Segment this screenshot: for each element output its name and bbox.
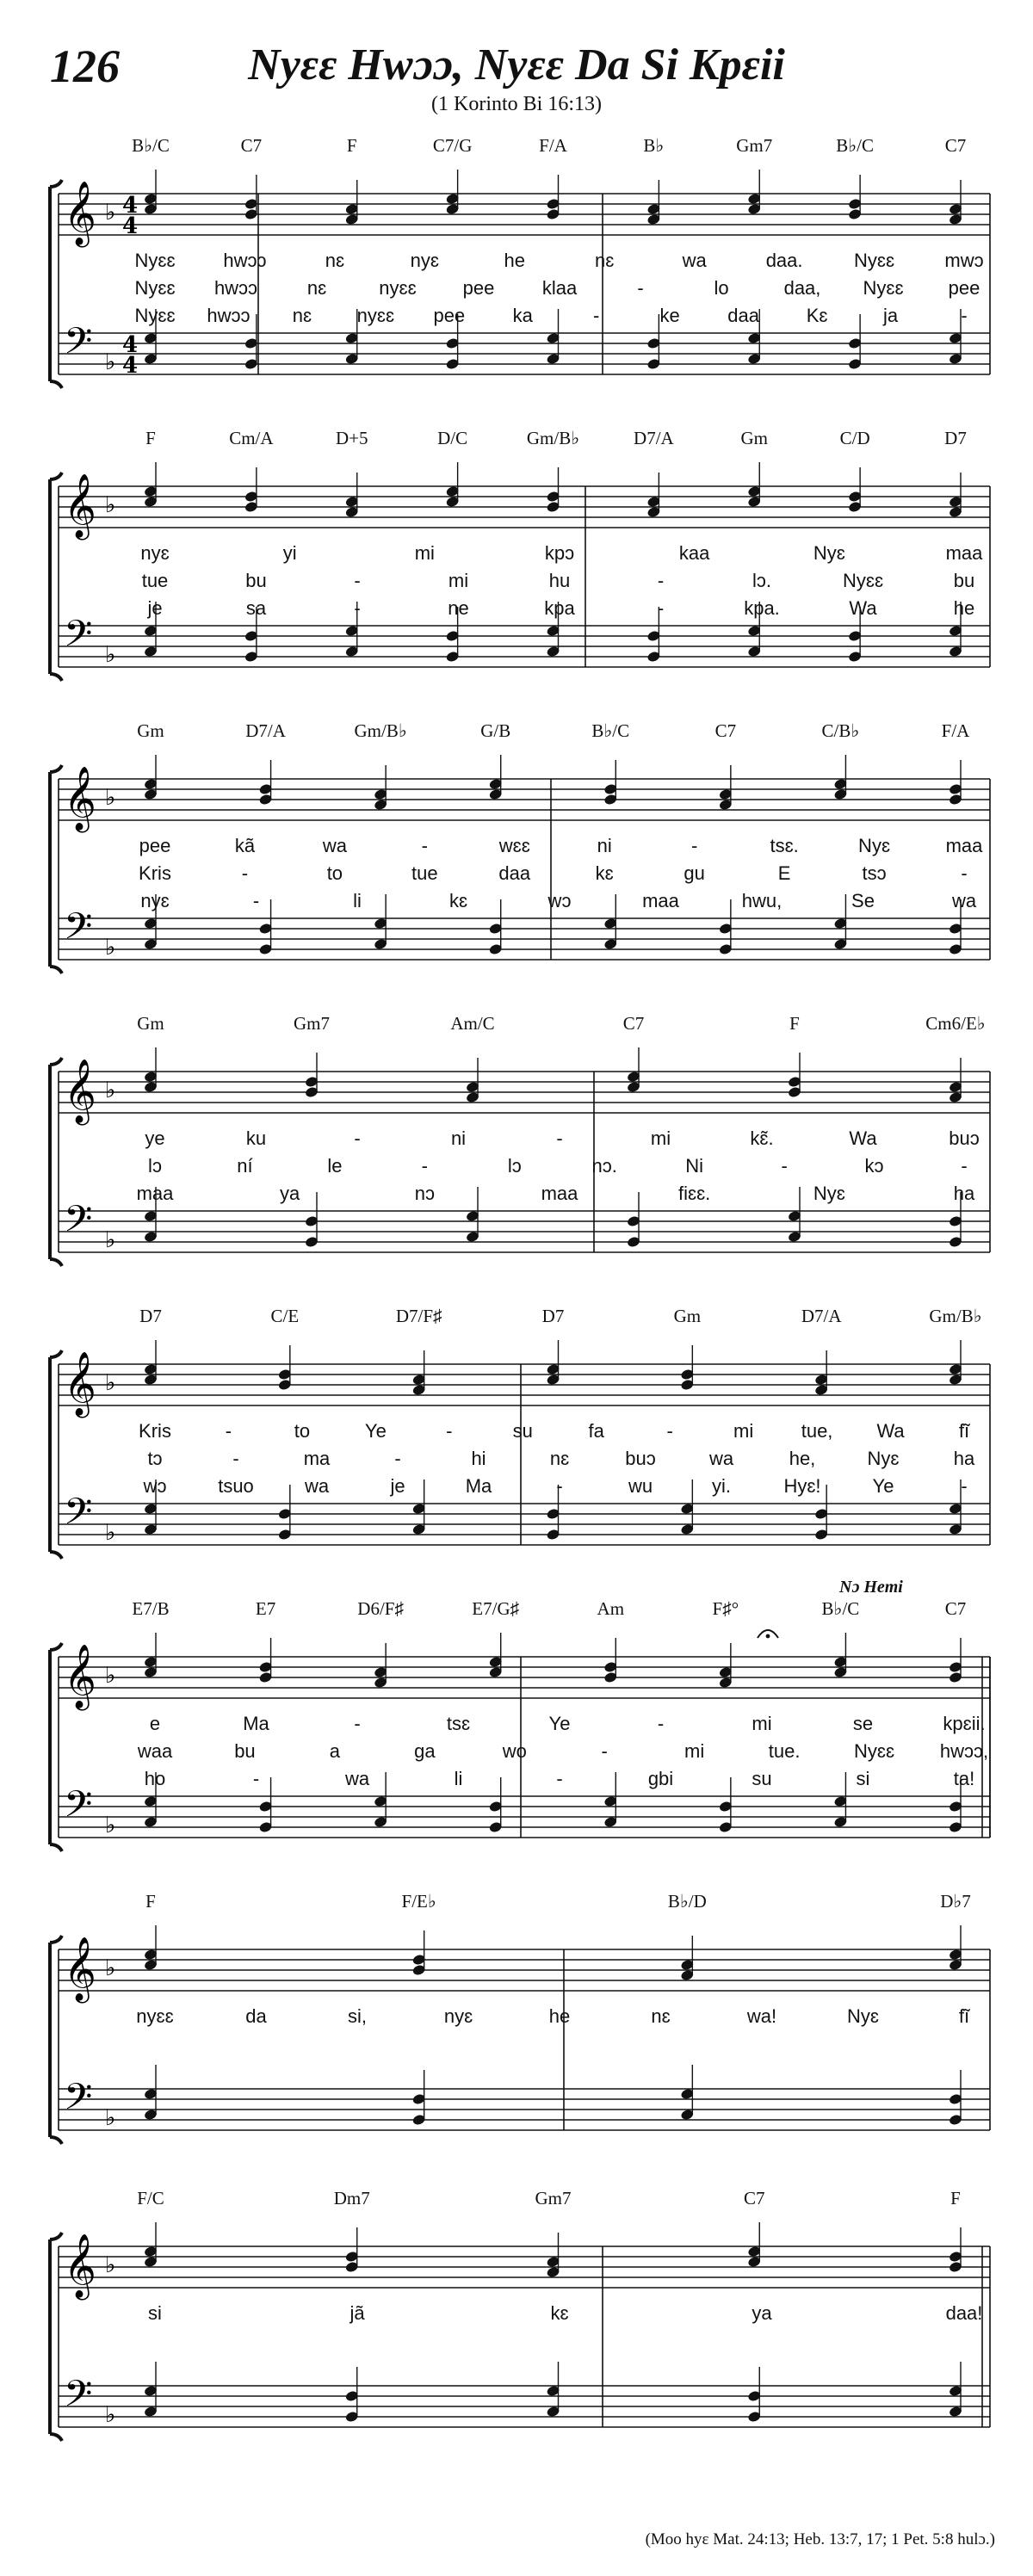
lyric-syllable: Nyɛɛ xyxy=(854,250,895,271)
flat-key-signature-icon: ♭ xyxy=(105,1370,116,1396)
lyric-syllable: lɔ xyxy=(148,1155,162,1177)
lyric-syllable: - xyxy=(556,1475,563,1497)
lyric-syllable: mi xyxy=(448,570,469,591)
chord-symbol: C7 xyxy=(944,135,967,156)
lyric-syllable: ní xyxy=(237,1155,253,1177)
lyric-syllable: yi xyxy=(282,542,297,564)
lyric-syllable: kã xyxy=(234,835,256,856)
chord-symbol: C/E xyxy=(270,1306,300,1326)
chord-symbol: D/C xyxy=(437,428,468,448)
lyric-syllable: ga xyxy=(414,1740,436,1762)
lyric-syllable: Ye xyxy=(548,1713,571,1734)
lyric-syllable: Nyɛ xyxy=(867,1448,900,1469)
lyric-syllable: fa xyxy=(588,1420,604,1442)
system-bracket xyxy=(50,1350,62,1559)
lyric-syllable: nyɛɛ xyxy=(356,305,395,326)
time-signature-digit: 4 xyxy=(122,213,139,239)
lyric-syllable: wa xyxy=(951,890,977,911)
chord-symbol: F xyxy=(789,1013,800,1034)
lyric-syllable: su xyxy=(752,1768,772,1789)
chord-symbol: B♭/C xyxy=(132,135,170,156)
lyric-syllable: kpa. xyxy=(744,597,780,619)
lyric-syllable: ni xyxy=(597,835,612,856)
lyric-syllable: mi xyxy=(414,542,435,564)
chord-symbol: D♭7 xyxy=(940,1891,971,1912)
lyric-syllable: si xyxy=(148,2302,162,2324)
lyric-syllable: nɛ xyxy=(306,277,327,299)
lyric-syllable: - xyxy=(637,277,644,299)
lyric-syllable: lɔ xyxy=(507,1155,522,1177)
chord-symbol: Cm6/E♭ xyxy=(925,1013,986,1034)
lyric-syllable: li xyxy=(353,890,362,911)
lyric-syllable: - xyxy=(556,1768,563,1789)
lyric-syllable: si xyxy=(856,1768,870,1789)
lyric-syllable: Kris xyxy=(139,862,171,884)
chord-symbol: C7 xyxy=(240,135,263,156)
chord-symbol: E7/G♯ xyxy=(472,1598,520,1619)
chord-symbol: D7/A xyxy=(245,720,286,741)
lyric-syllable: tsɔ xyxy=(862,862,887,884)
flat-key-signature-icon: ♭ xyxy=(105,349,116,375)
chord-symbol: B♭ xyxy=(643,135,665,156)
chord-symbol: C7 xyxy=(714,720,737,741)
hymn-title: Nyɛɛ Hwɔɔ, Nyɛɛ Da Si Kpɛii xyxy=(248,40,785,90)
lyric-syllable: mi xyxy=(684,1740,705,1762)
lyric-syllable: Ni xyxy=(685,1155,704,1177)
lyric-syllable: wa xyxy=(708,1448,734,1469)
lyric-syllable: si, xyxy=(348,2005,367,2027)
lyric-syllable: je xyxy=(147,597,163,619)
lyric-syllable: - xyxy=(225,1420,232,1442)
lyric-syllable: tue. xyxy=(768,1740,801,1762)
lyric-syllable: Nyɛ xyxy=(813,1183,845,1204)
lyric-syllable: kɛ xyxy=(448,890,468,911)
lyric-syllable: maa xyxy=(541,1183,578,1204)
lyric-syllable: wa xyxy=(344,1768,370,1789)
lyric-syllable: wa xyxy=(304,1475,330,1497)
lyric-syllable: kpɛii. xyxy=(943,1713,986,1734)
lyric-syllable: pee xyxy=(433,305,466,326)
lyric-syllable: gu xyxy=(684,862,705,884)
lyric-syllable: tsɛ xyxy=(446,1713,471,1734)
lyric-syllable: buɔ xyxy=(949,1127,980,1149)
lyric-syllable: pee xyxy=(462,277,495,299)
staff-system xyxy=(0,2186,1033,2496)
chord-symbol: Cm/A xyxy=(229,428,274,448)
chord-symbol: F/A xyxy=(539,135,567,156)
lyric-syllable: - xyxy=(252,1768,260,1789)
lyric-syllable: Hyɛ! xyxy=(783,1475,821,1497)
lyric-syllable: he, xyxy=(789,1448,816,1469)
end-mark: Nɔ Hemi xyxy=(839,1578,903,1597)
chord-symbol: E7/B xyxy=(132,1598,170,1619)
chord-symbol: C/B♭ xyxy=(821,720,860,741)
chord-symbol: Gm/B♭ xyxy=(929,1306,982,1326)
chord-symbol: C7 xyxy=(622,1013,645,1034)
lyric-syllable: daa xyxy=(727,305,759,326)
lyric-syllable: maa xyxy=(136,1183,174,1204)
flat-key-signature-icon: ♭ xyxy=(105,1227,116,1253)
lyric-syllable: kpɔ xyxy=(544,542,575,564)
lyric-syllable: - xyxy=(657,1713,665,1734)
lyric-syllable: E xyxy=(777,862,791,884)
chord-symbol: D7 xyxy=(139,1306,162,1326)
flat-key-signature-icon: ♭ xyxy=(105,1520,116,1546)
chord-symbol: G/B xyxy=(480,720,511,741)
lyric-syllable: kɛ̃. xyxy=(750,1127,774,1149)
chord-symbol: F xyxy=(346,135,357,156)
chord-symbol: B♭/C xyxy=(821,1598,860,1619)
lyric-syllable: nɛ xyxy=(292,305,312,326)
chord-symbol: Dm7 xyxy=(333,2188,370,2208)
lyric-syllable: mi xyxy=(733,1420,754,1442)
lyric-syllable: - xyxy=(354,1127,361,1149)
chord-symbol: D7 xyxy=(541,1306,565,1326)
bass-clef-icon: 𝄢 xyxy=(64,320,93,372)
chord-symbol: F xyxy=(145,428,156,448)
lyric-syllable: - xyxy=(666,1420,673,1442)
lyric-syllable: - xyxy=(961,1155,968,1177)
chord-symbol: Gm xyxy=(740,428,768,448)
flat-key-signature-icon: ♭ xyxy=(105,200,116,225)
system-bracket xyxy=(50,473,62,681)
chord-symbol: Gm7 xyxy=(294,1013,330,1034)
chord-symbol: Gm xyxy=(673,1306,702,1326)
chord-symbol: C/D xyxy=(839,428,870,448)
lyric-syllable: bu xyxy=(245,570,267,591)
lyric-syllable: nɛ xyxy=(549,1448,570,1469)
lyric-syllable: daa! xyxy=(945,2302,983,2324)
bass-clef-icon: 𝄢 xyxy=(64,2373,93,2425)
lyric-syllable: Ma xyxy=(243,1713,269,1734)
lyric-syllable: ni xyxy=(450,1127,467,1149)
lyric-syllable: tue xyxy=(141,570,169,591)
lyric-syllable: Nyɛ xyxy=(858,835,891,856)
lyric-syllable: hwɔɔ xyxy=(223,250,267,271)
lyric-syllable: Se xyxy=(851,890,875,911)
treble-clef-icon: 𝄞 xyxy=(64,1937,96,2001)
lyric-syllable: se xyxy=(852,1713,874,1734)
lyric-syllable: wɔ xyxy=(143,1475,167,1497)
lyric-syllable: e xyxy=(149,1713,161,1734)
lyric-syllable: nyɛɛ xyxy=(379,277,417,299)
lyric-syllable: waa xyxy=(137,1740,173,1762)
lyric-syllable: - xyxy=(593,305,600,326)
lyric-syllable: ke xyxy=(659,305,680,326)
fermata-dot xyxy=(766,1634,770,1639)
lyric-syllable: ye xyxy=(145,1127,165,1149)
flat-key-signature-icon: ♭ xyxy=(105,2252,116,2278)
scripture-reference: (1 Korinto Bi 16:13) xyxy=(431,93,602,115)
lyric-syllable: bu xyxy=(953,570,975,591)
lyric-syllable: - xyxy=(961,1475,968,1497)
lyric-syllable: to xyxy=(326,862,343,884)
system-bracket xyxy=(50,180,62,388)
lyric-syllable: hwɔɔ xyxy=(213,277,258,299)
lyric-syllable: - xyxy=(354,597,361,619)
lyric-syllable: ka xyxy=(512,305,533,326)
time-signature-digit: 4 xyxy=(122,353,139,379)
lyric-syllable: kpa xyxy=(544,597,575,619)
footer-references: (Moo hyɛ Mat. 24:13; Heb. 13:7, 17; 1 Pet. 5:8 hulɔ.) xyxy=(645,2530,995,2548)
lyric-syllable: mwɔ xyxy=(944,250,984,271)
lyric-syllable: ha xyxy=(953,1183,975,1204)
lyric-syllable: ho xyxy=(144,1768,166,1789)
lyric-syllable: yi. xyxy=(712,1475,731,1497)
flat-key-signature-icon: ♭ xyxy=(105,1078,116,1103)
flat-key-signature-icon: ♭ xyxy=(105,785,116,811)
chord-symbol: Gm/B♭ xyxy=(526,428,580,448)
lyric-syllable: nɛ xyxy=(595,250,615,271)
lyric-syllable: - xyxy=(601,1740,608,1762)
lyric-syllable: buɔ xyxy=(625,1448,656,1469)
lyric-syllable: Nyɛɛ xyxy=(134,277,176,299)
lyric-syllable: li xyxy=(454,1768,463,1789)
lyric-syllable: - xyxy=(421,835,428,856)
lyric-syllable: je xyxy=(390,1475,405,1497)
lyric-syllable: - xyxy=(354,570,361,591)
lyric-syllable: he xyxy=(953,597,975,619)
lyric-syllable: Nyɛɛ xyxy=(134,250,176,271)
chord-symbol: D+5 xyxy=(335,428,368,448)
system-bracket xyxy=(50,1058,62,1266)
lyric-syllable: daa, xyxy=(783,277,821,299)
lyric-syllable: su xyxy=(512,1420,533,1442)
lyric-syllable: - xyxy=(657,570,665,591)
lyric-syllable: he xyxy=(504,250,526,271)
chord-symbol: Am xyxy=(597,1598,625,1619)
chord-symbol: Gm xyxy=(137,720,164,741)
lyric-syllable: pee xyxy=(139,835,171,856)
system-bracket xyxy=(50,765,62,973)
lyric-syllable: ya xyxy=(752,2302,772,2324)
chord-symbol: F/C xyxy=(137,2188,164,2208)
lyric-syllable: sa xyxy=(245,597,267,619)
lyric-syllable: Ma xyxy=(465,1475,492,1497)
bass-clef-icon: 𝄢 xyxy=(64,1198,93,1250)
chord-symbol: C7/G xyxy=(432,135,473,156)
lyric-syllable: nyɛ xyxy=(140,542,170,564)
chord-symbol: B♭/C xyxy=(836,135,875,156)
lyric-syllable: nyɛɛ xyxy=(136,2005,174,2027)
lyric-syllable: da xyxy=(245,2005,267,2027)
lyric-syllable: fĩ xyxy=(958,2005,970,2027)
lyric-syllable: nɛ xyxy=(651,2005,671,2027)
treble-clef-icon: 𝄞 xyxy=(64,474,96,538)
lyric-syllable: nɔ xyxy=(414,1183,435,1204)
chord-symbol: B♭/C xyxy=(591,720,630,741)
chord-symbol: Gm7 xyxy=(736,135,773,156)
chord-symbol: Am/C xyxy=(450,1013,495,1034)
bass-clef-icon: 𝄢 xyxy=(64,1783,93,1835)
treble-clef-icon: 𝄞 xyxy=(64,182,96,245)
lyric-syllable: - xyxy=(781,1155,788,1177)
lyric-syllable: fĩ xyxy=(958,1420,970,1442)
lyric-syllable: tue, xyxy=(801,1420,833,1442)
lyric-syllable: kɔ xyxy=(864,1155,884,1177)
system-bracket xyxy=(50,1643,62,1851)
lyric-syllable: klaa xyxy=(541,277,578,299)
flat-key-signature-icon: ♭ xyxy=(105,642,116,668)
flat-key-signature-icon: ♭ xyxy=(105,935,116,961)
lyric-syllable: hi xyxy=(471,1448,486,1469)
lyric-syllable: wa! xyxy=(746,2005,777,2027)
chord-symbol: D7/F♯ xyxy=(395,1306,442,1326)
lyric-syllable: Nyɛɛ xyxy=(863,277,904,299)
lyric-syllable: kɛ xyxy=(550,2302,569,2324)
lyric-syllable: maa xyxy=(945,835,983,856)
lyric-syllable: - xyxy=(394,1448,401,1469)
lyric-syllable: - xyxy=(446,1420,453,1442)
treble-clef-icon: 𝄞 xyxy=(64,1352,96,1416)
lyric-syllable: hwɔɔ xyxy=(207,305,251,326)
lyric-syllable: ja xyxy=(882,305,899,326)
lyric-syllable: nɔ. xyxy=(591,1155,617,1177)
lyric-syllable: - xyxy=(241,862,249,884)
lyric-syllable: Ye xyxy=(872,1475,894,1497)
lyric-syllable: Wa xyxy=(849,597,877,619)
system-bracket xyxy=(50,1936,62,2144)
chord-symbol: D7 xyxy=(944,428,967,448)
chord-symbol: F/A xyxy=(941,720,970,741)
lyric-syllable: fiɛɛ. xyxy=(678,1183,711,1204)
lyric-syllable: - xyxy=(690,835,698,856)
lyric-syllable: ha xyxy=(953,1448,975,1469)
lyric-syllable: nyɛ xyxy=(140,890,170,911)
chord-symbol: D7/A xyxy=(634,428,674,448)
time-signature-digit: 4 xyxy=(122,193,139,219)
chord-symbol: C7 xyxy=(944,1598,967,1619)
time-signature-digit: 4 xyxy=(122,332,139,358)
chord-symbol: Gm/B♭ xyxy=(354,720,407,741)
lyric-syllable: wo xyxy=(502,1740,527,1762)
lyric-syllable: - xyxy=(657,597,665,619)
lyric-syllable: lɔ. xyxy=(752,570,771,591)
lyric-syllable: kɛ xyxy=(595,862,614,884)
flat-key-signature-icon: ♭ xyxy=(105,2402,116,2428)
lyric-syllable: Nyɛɛ xyxy=(134,305,176,326)
lyric-syllable: hwu, xyxy=(741,890,782,911)
lyric-syllable: kaa xyxy=(678,542,710,564)
chord-symbol: F xyxy=(145,1891,156,1912)
lyric-syllable: lo xyxy=(714,277,729,299)
lyric-syllable: - xyxy=(961,862,968,884)
chord-symbol: F♯° xyxy=(712,1598,739,1619)
treble-clef-icon: 𝄞 xyxy=(64,1645,96,1708)
hymn-number: 126 xyxy=(50,40,120,92)
lyric-syllable: Kris xyxy=(139,1420,171,1442)
lyric-syllable: ma xyxy=(303,1448,331,1469)
lyric-syllable: wɛɛ xyxy=(498,835,530,856)
lyric-syllable: Wa xyxy=(876,1420,905,1442)
flat-key-signature-icon: ♭ xyxy=(105,2105,116,2131)
lyric-syllable: ta! xyxy=(953,1768,975,1789)
chord-symbol: B♭/D xyxy=(667,1891,707,1912)
lyric-syllable: tɔ xyxy=(147,1448,163,1469)
lyric-syllable: maa xyxy=(642,890,679,911)
lyric-syllable: wa xyxy=(682,250,707,271)
lyric-syllable: tsɛ. xyxy=(770,835,799,856)
lyric-syllable: gbi xyxy=(647,1768,674,1789)
flat-key-signature-icon: ♭ xyxy=(105,1813,116,1838)
lyric-syllable: pee xyxy=(948,277,980,299)
lyric-syllable: daa xyxy=(498,862,531,884)
chord-symbol: Gm xyxy=(137,1013,164,1034)
lyric-syllable: he xyxy=(548,2005,571,2027)
lyric-syllable: ya xyxy=(280,1183,300,1204)
lyric-syllable: le xyxy=(327,1155,343,1177)
lyric-syllable: bu xyxy=(234,1740,256,1762)
lyric-syllable: - xyxy=(421,1155,428,1177)
chord-symbol: D6/F♯ xyxy=(357,1598,404,1619)
lyric-syllable: nɛ xyxy=(325,250,345,271)
flat-key-signature-icon: ♭ xyxy=(105,1955,116,1981)
lyric-syllable: - xyxy=(232,1448,239,1469)
treble-clef-icon: 𝄞 xyxy=(64,1059,96,1123)
lyric-syllable: - xyxy=(252,890,260,911)
lyric-syllable: mi xyxy=(752,1713,772,1734)
lyric-syllable: Wa xyxy=(849,1127,877,1149)
lyric-syllable: a xyxy=(329,1740,340,1762)
lyric-syllable: - xyxy=(354,1713,361,1734)
chord-symbol: C7 xyxy=(743,2188,765,2208)
bass-clef-icon: 𝄢 xyxy=(64,2076,93,2128)
lyric-syllable: wɔ xyxy=(547,890,572,911)
lyric-syllable: - xyxy=(961,305,968,326)
lyric-syllable: Ye xyxy=(364,1420,387,1442)
lyric-syllable: tsuo xyxy=(218,1475,254,1497)
lyric-syllable: hwɔɔ, xyxy=(939,1740,989,1762)
lyric-syllable: tue xyxy=(411,862,438,884)
lyric-syllable: wu xyxy=(628,1475,653,1497)
lyric-syllable: - xyxy=(556,1127,563,1149)
lyric-syllable: nyɛ xyxy=(410,250,439,271)
lyric-syllable: Nyɛɛ xyxy=(842,570,884,591)
bass-clef-icon: 𝄢 xyxy=(64,905,93,957)
lyric-syllable: Nyɛ xyxy=(813,542,845,564)
chord-symbol: E7 xyxy=(255,1598,276,1619)
treble-clef-icon: 𝄞 xyxy=(64,767,96,831)
treble-clef-icon: 𝄞 xyxy=(64,2234,96,2298)
bass-clef-icon: 𝄢 xyxy=(64,1491,93,1542)
chord-symbol: F xyxy=(950,2188,961,2208)
bass-clef-icon: 𝄢 xyxy=(64,613,93,664)
staff-system xyxy=(0,1889,1033,2199)
lyric-syllable: nyɛ xyxy=(443,2005,473,2027)
lyric-syllable: Kɛ xyxy=(806,305,828,326)
lyric-syllable: wa xyxy=(322,835,347,856)
chord-symbol: D7/A xyxy=(801,1306,842,1326)
lyric-syllable: ne xyxy=(448,597,469,619)
lyric-syllable: Nyɛ xyxy=(847,2005,879,2027)
lyric-syllable: ku xyxy=(245,1127,267,1149)
chord-symbol: Gm7 xyxy=(535,2188,572,2208)
lyric-syllable: maa xyxy=(945,542,983,564)
lyric-syllable: jã xyxy=(349,2302,365,2324)
flat-key-signature-icon: ♭ xyxy=(105,492,116,518)
lyric-syllable: hu xyxy=(548,570,571,591)
chord-symbol: F/E♭ xyxy=(401,1891,436,1912)
lyric-syllable: mi xyxy=(650,1127,671,1149)
lyric-syllable: Nyɛɛ xyxy=(854,1740,895,1762)
system-bracket xyxy=(50,2233,62,2441)
flat-key-signature-icon: ♭ xyxy=(105,1663,116,1689)
lyric-syllable: to xyxy=(294,1420,311,1442)
lyric-syllable: daa. xyxy=(765,250,803,271)
